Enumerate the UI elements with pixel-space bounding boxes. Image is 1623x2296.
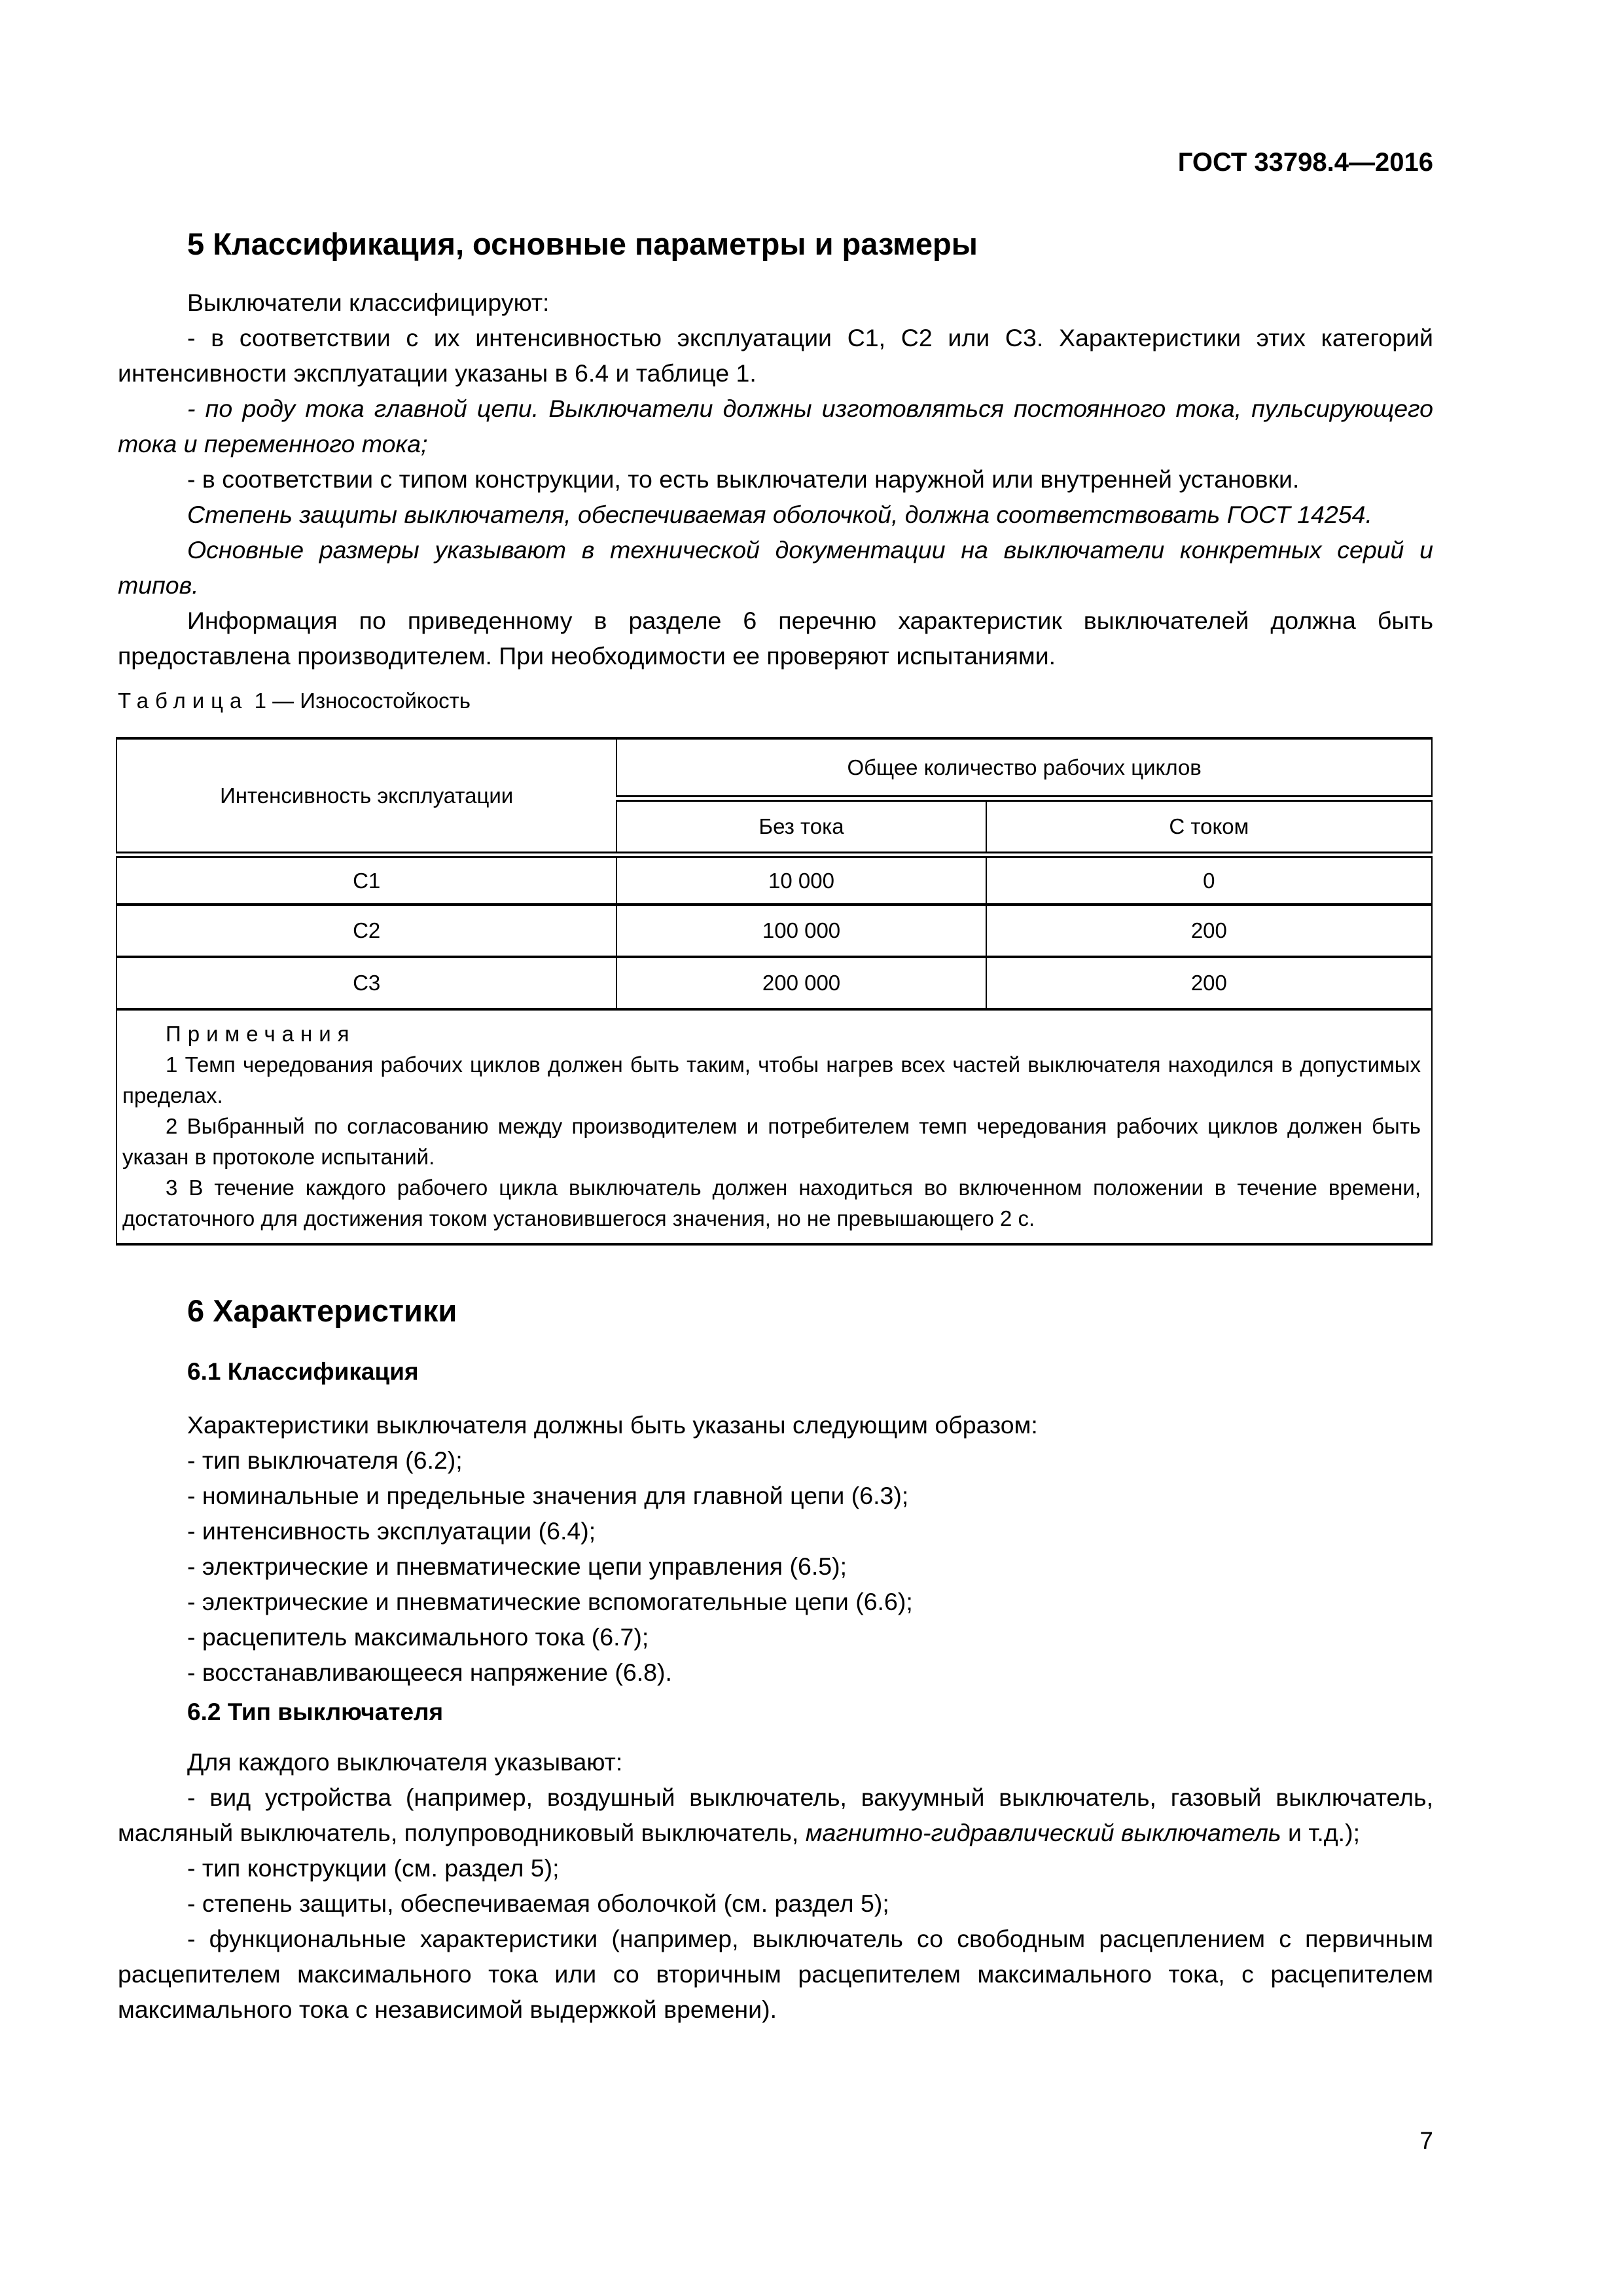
section-6-title: 6 Характеристики xyxy=(187,1293,457,1328)
s62-item-1-a: - вид устройства (например, воздушный выключатель, вакуумный выключатель, газовый выключатель, масляный выключатель, полупроводниковый выключатель, xyxy=(118,1784,1433,1846)
section-6-2-body xyxy=(118,1744,1433,2027)
section-5 xyxy=(118,226,1433,262)
s61-list-item: - расцепитель максимального тока (6.7); xyxy=(187,1623,649,1651)
page-number: 7 xyxy=(1419,2127,1433,2154)
cell-without-current: 10 000 xyxy=(616,855,986,905)
document-code: ГОСТ 33798.4—2016 xyxy=(1177,148,1433,177)
section-6-1-body xyxy=(118,1407,1433,1690)
s61-list-item: - интенсивность эксплуатации (6.4); xyxy=(187,1517,596,1545)
s62-item-1-italic: магнитно-гидравлический выключатель xyxy=(805,1819,1281,1846)
note-1: 1 Темп чередования рабочих циклов должен быть таким, чтобы нагрев всех частей выключателя находился в допустимых пределах. xyxy=(122,1052,1421,1107)
table-header-with-current: С током xyxy=(986,798,1432,855)
note-3: 3 В течение каждого рабочего цикла выключатель должен находиться во включенном положении в течение времени, достаточного для достижения током установившегося значения, но не превышающего 2 с. xyxy=(122,1175,1421,1230)
s61-list-item: - электрические и пневматические вспомогательные цепи (6.6); xyxy=(187,1588,913,1615)
s61-list-item: - тип выключателя (6.2); xyxy=(187,1446,463,1474)
table-1-caption xyxy=(118,689,1433,713)
cell-with-current: 200 xyxy=(986,957,1432,1009)
cell-category: С2 xyxy=(116,905,616,957)
cell-category: С1 xyxy=(116,855,616,905)
table-row xyxy=(116,855,1432,905)
s62-item-1 xyxy=(118,1780,1433,1850)
s62-intro: Для каждого выключателя указывают: xyxy=(187,1748,623,1776)
s61-list-item: - номинальные и предельные значения для главной цепи (6.3); xyxy=(187,1482,909,1509)
s61-list-item: - электрические и пневматические цепи управления (6.5); xyxy=(187,1552,847,1580)
paragraph-intro: Выключатели классифицируют: xyxy=(187,289,550,316)
s61-list-item: - восстанавливающееся напряжение (6.8). xyxy=(187,1659,672,1686)
table-row xyxy=(116,957,1432,1009)
s62-item-3: - степень защиты, обеспечиваемая оболочкой (см. раздел 5); xyxy=(187,1890,889,1917)
section-6-2-title: 6.2 Тип выключателя xyxy=(187,1698,444,1725)
s62-item-2: - тип конструкции (см. раздел 5); xyxy=(187,1854,560,1882)
paragraph-dimensions: Основные размеры указывают в технической документации на выключатели конкретных серий и типов. xyxy=(118,536,1433,599)
cell-without-current: 200 000 xyxy=(616,957,986,1009)
section-6-2 xyxy=(118,1698,1433,1726)
table-caption-title: 1 — Износостойкость xyxy=(254,689,471,713)
paragraph-item-2: - по роду тока главной цепи. Выключатели должны изготовляться постоянного тока, пульсирующего тока и переменного тока; xyxy=(118,395,1433,457)
table-caption-label: Таблица xyxy=(118,689,249,713)
section-6-1 xyxy=(118,1358,1433,1386)
table-header-category: Интенсивность эксплуатации xyxy=(116,738,616,855)
section-5-title: 5 Классификация, основные параметры и размеры xyxy=(187,226,978,261)
paragraph-item-1: - в соответствии с их интенсивностью эксплуатации С1, С2 или С3. Характеристики этих категорий интенсивности эксплуатации указаны в 6.4 и таблице 1. xyxy=(118,324,1433,387)
section-5-body xyxy=(118,285,1433,673)
note-2: 2 Выбранный по согласованию между производителем и потребителем темп чередования рабочих циклов должен быть указан в протоколе испытаний. xyxy=(122,1114,1421,1169)
paragraph-item-3: - в соответствии с типом конструкции, то есть выключатели наружной или внутренней установки. xyxy=(187,465,1300,493)
table-header-cycles: Общее количество рабочих циклов xyxy=(616,738,1432,798)
table-notes xyxy=(116,1009,1432,1244)
section-6 xyxy=(118,1293,1433,1329)
s61-intro: Характеристики выключателя должны быть указаны следующим образом: xyxy=(187,1411,1038,1439)
cell-category: С3 xyxy=(116,957,616,1009)
paragraph-info: Информация по приведенному в разделе 6 перечню характеристик выключателей должна быть предоставлена производителем. При необходимости ее проверяют испытаниями. xyxy=(118,607,1433,670)
table-1 xyxy=(116,737,1433,1246)
cell-without-current: 100 000 xyxy=(616,905,986,957)
table-header-without-current: Без тока xyxy=(616,798,986,855)
paragraph-protection: Степень защиты выключателя, обеспечиваемая оболочкой, должна соответствовать ГОСТ 14254. xyxy=(187,501,1372,528)
s62-item-4: - функциональные характеристики (например, выключатель со свободным расцеплением с первичным расцепителем максимального тока или со вторичным расцепителем максимального тока, с расцепителем максимального тока с независимой выдержкой времени). xyxy=(118,1925,1433,2023)
cell-with-current: 200 xyxy=(986,905,1432,957)
s62-item-1-c: и т.д.); xyxy=(1281,1819,1361,1846)
notes-title: Примечания xyxy=(166,1022,356,1046)
cell-with-current: 0 xyxy=(986,855,1432,905)
table-row xyxy=(116,905,1432,957)
section-6-1-title: 6.1 Классификация xyxy=(187,1358,419,1385)
